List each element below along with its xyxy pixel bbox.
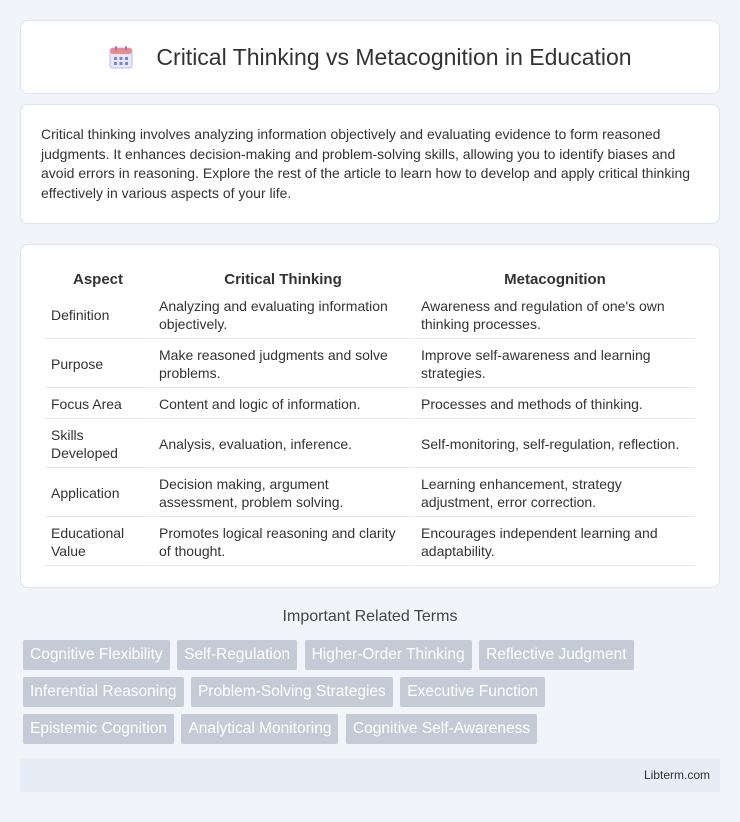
table-row — [45, 519, 695, 566]
intro-card — [20, 104, 720, 224]
footer — [20, 758, 720, 792]
table-row — [45, 470, 695, 517]
metacognition-cell: Improve self-awareness and learning strategies. — [415, 341, 695, 388]
aspect-cell: Definition — [45, 292, 151, 339]
header-critical-thinking: Critical Thinking — [224, 271, 342, 288]
critical-thinking-cell: Make reasoned judgments and solve problems. — [153, 341, 413, 388]
critical-thinking-cell: Content and logic of information. — [153, 390, 413, 419]
related-terms-title: Important Related Terms — [282, 608, 458, 625]
page-title: Critical Thinking vs Metacognition in Education — [156, 43, 632, 70]
header-aspect: Aspect — [72, 271, 124, 288]
calendar-icon — [108, 44, 134, 70]
table-row — [45, 390, 695, 419]
metacognition-cell: Processes and methods of thinking. — [415, 390, 695, 419]
related-term-tag[interactable]: Self-Regulation — [177, 640, 297, 670]
aspect-cell: Skills Developed — [45, 421, 151, 468]
metacognition-cell: Self-monitoring, self-regulation, reflection. — [415, 421, 695, 468]
related-term-tag[interactable]: Problem-Solving Strategies — [191, 677, 393, 707]
related-term-tag[interactable]: Epistemic Cognition — [23, 714, 174, 744]
intro-text: Critical thinking involves analyzing information objectively and evaluating evidence to form reasoned judgments. It enhances decision-making and problem-solving skills, allowing you to identify biases and avoid errors in reasoning. Explore the rest of the article to learn how to develop and apply critical thinking effectively in various aspects of your life. — [41, 126, 691, 201]
aspect-cell: Educational Value — [45, 519, 151, 566]
related-term-tag[interactable]: Executive Function — [400, 677, 545, 707]
critical-thinking-cell: Decision making, argument assessment, problem solving. — [153, 470, 413, 517]
aspect-cell: Focus Area — [45, 390, 151, 419]
related-term-tag[interactable]: Cognitive Self-Awareness — [346, 714, 537, 744]
metacognition-cell: Encourages independent learning and adaptability. — [415, 519, 695, 566]
table-row — [45, 341, 695, 388]
related-term-tag[interactable]: Analytical Monitoring — [181, 714, 338, 744]
header-metacognition: Metacognition — [504, 271, 606, 288]
table-header-row — [45, 267, 695, 290]
aspect-cell: Purpose — [45, 341, 151, 388]
related-term-tag[interactable]: Cognitive Flexibility — [23, 640, 170, 670]
critical-thinking-cell: Analyzing and evaluating information objectively. — [153, 292, 413, 339]
critical-thinking-cell: Promotes logical reasoning and clarity of thought. — [153, 519, 413, 566]
metacognition-cell: Learning enhancement, strategy adjustment, error correction. — [415, 470, 695, 517]
related-terms-list — [23, 640, 723, 751]
related-term-tag[interactable]: Reflective Judgment — [479, 640, 633, 670]
footer-brand-link[interactable]: Libterm.com — [643, 768, 710, 782]
critical-thinking-cell: Analysis, evaluation, inference. — [153, 421, 413, 468]
metacognition-cell: Awareness and regulation of one's own thinking processes. — [415, 292, 695, 339]
comparison-card — [20, 244, 720, 588]
table-row — [45, 292, 695, 339]
related-term-tag[interactable]: Higher-Order Thinking — [305, 640, 472, 670]
table-row — [45, 421, 695, 468]
comparison-table — [43, 265, 697, 568]
title-card — [20, 20, 720, 94]
related-term-tag[interactable]: Inferential Reasoning — [23, 677, 184, 707]
aspect-cell: Application — [45, 470, 151, 517]
